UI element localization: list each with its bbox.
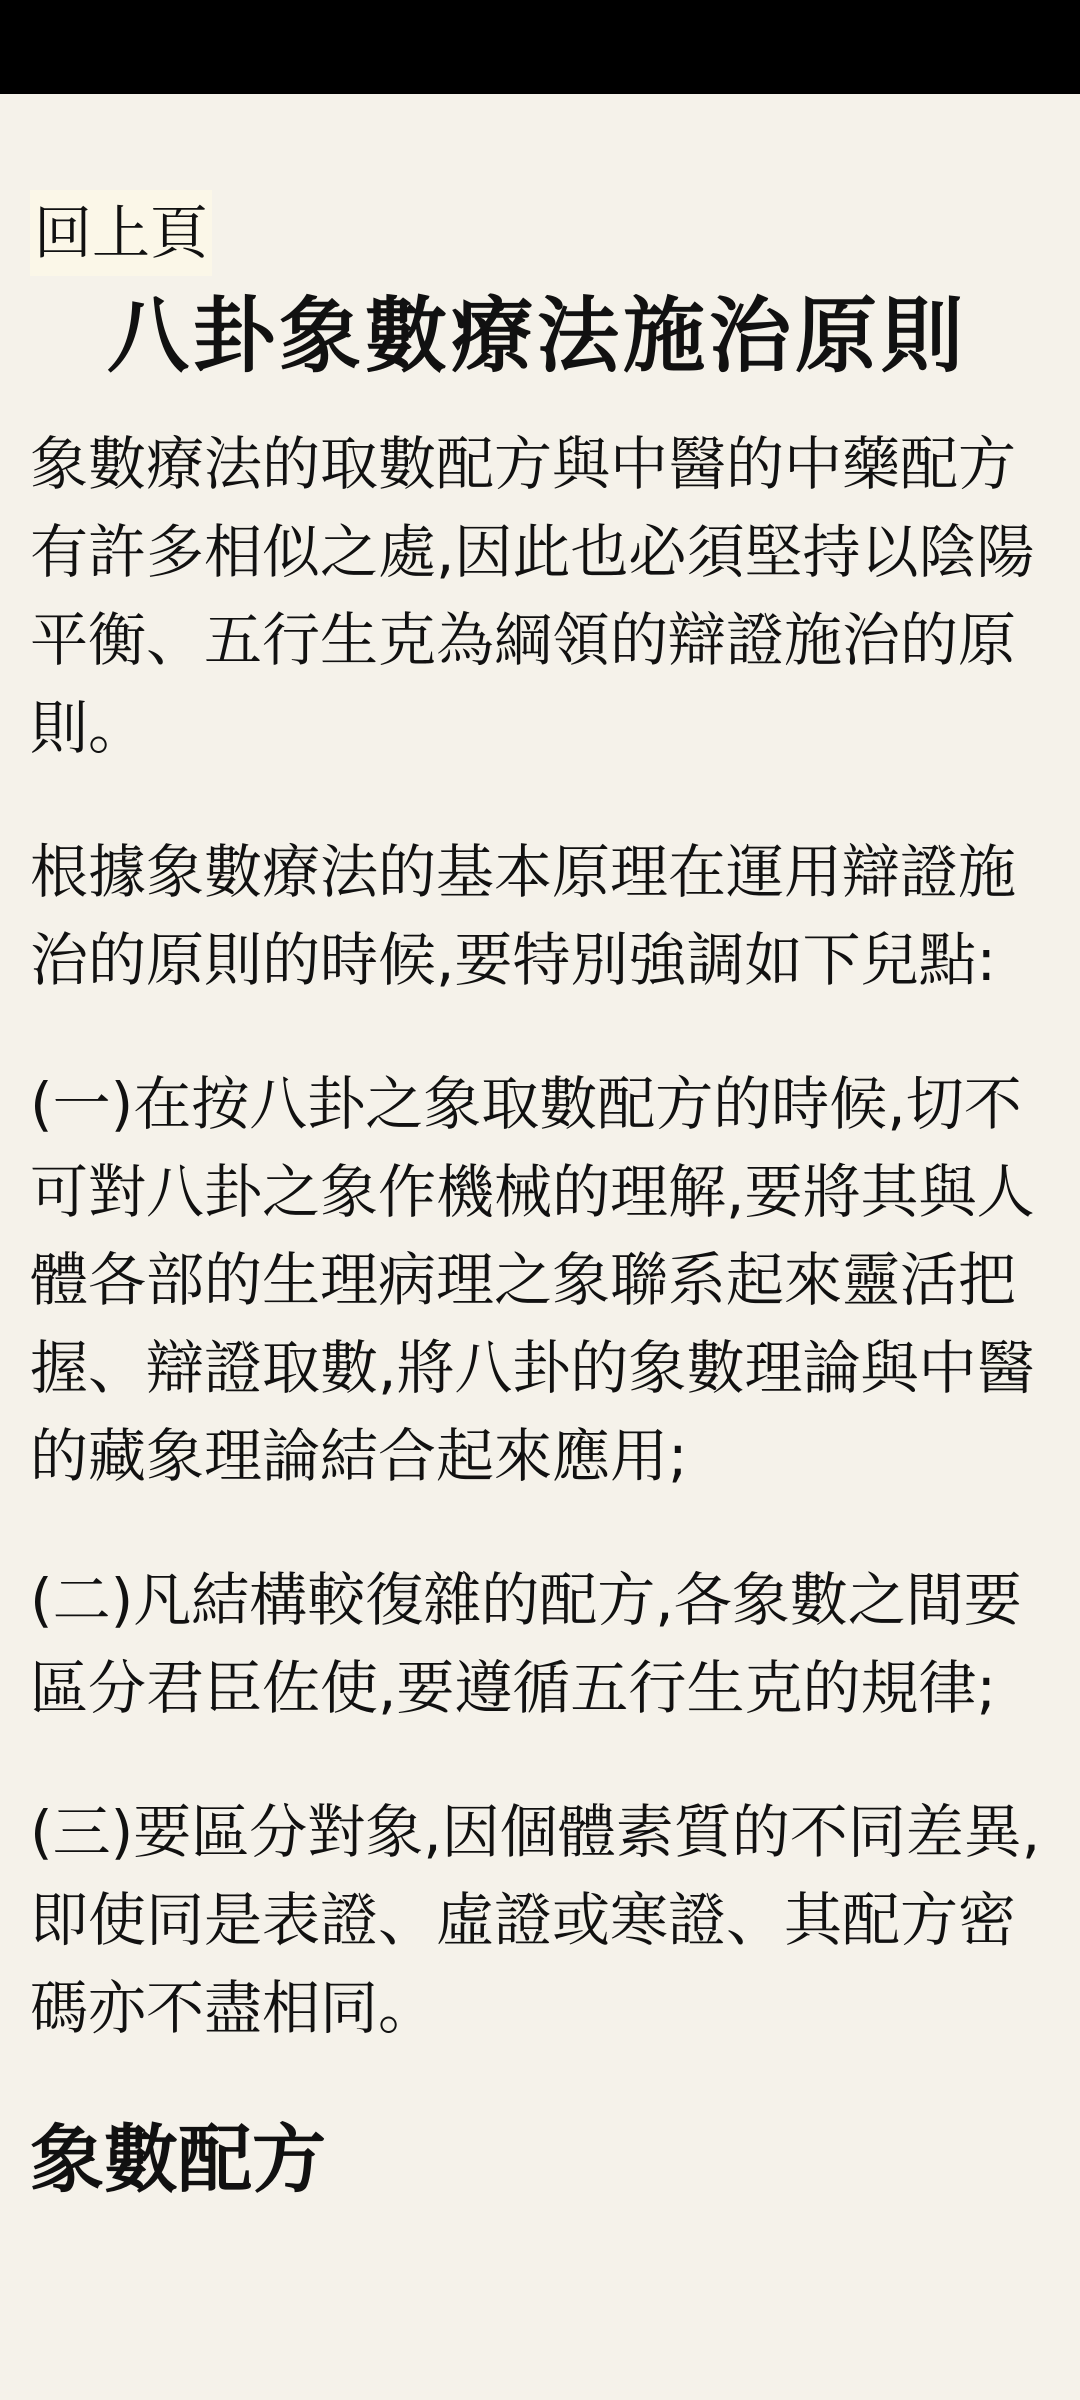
page-title: 八卦象數療法施治原則: [106, 289, 967, 384]
article-paragraph-2: 根據象數療法的基本原理在運用辯證施治的原則的時候,要特別強調如下兒點:: [30, 838, 1017, 994]
section-title: 象數配方: [30, 2117, 326, 2203]
article-content: [30, 190, 1050, 2210]
article-paragraph-4: (二)凡結構較復雜的配方,各象數之間要區分君臣佐使,要遵循五行生克的規律;: [30, 1566, 1022, 1722]
back-link[interactable]: 回上頁: [30, 190, 212, 276]
article-paragraph-5: (三)要區分對象,因個體素質的不同差異,即使同是表證、虛證或寒證、其配方密碼亦不盡相同。: [30, 1798, 1041, 2042]
article-paragraph-1: 象數療法的取數配方與中醫的中藥配方有許多相似之處,因此也必須堅持以陰陽平衡、五行生克為綱領的辯證施治的原則。: [30, 430, 1035, 762]
status-bar: [0, 0, 1080, 94]
article-paragraph-3: (一)在按八卦之象取數配方的時候,切不可對八卦之象作機械的理解,要將其與人體各部的生理病理之象聯系起來靈活把握、辯證取數,將八卦的象數理論與中醫的藏象理論結合起來應用;: [30, 1070, 1035, 1490]
